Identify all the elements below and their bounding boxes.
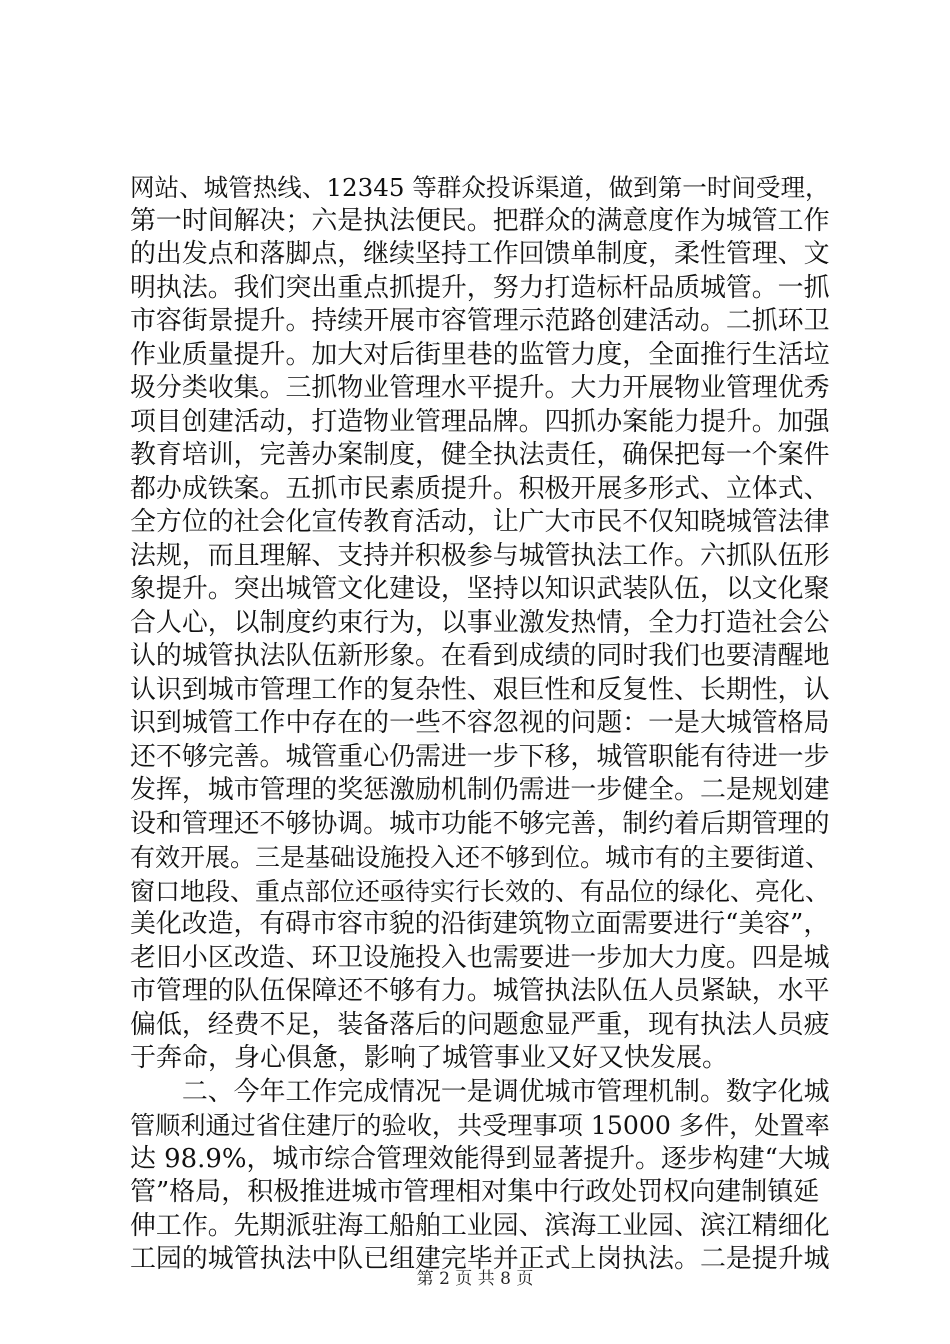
text-line: 教育培训，完善办案制度，健全执法责任，确保把每一个案件	[130, 440, 830, 470]
body-text	[130, 171, 830, 1277]
page-footer	[0, 1264, 950, 1289]
text-line: 还不够完善。城管重心仍需进一步下移，城管职能有待进一步	[130, 741, 830, 772]
text-line: 管顺利通过省住建厅的验收，共受理事项 15000 多件，处置率	[130, 1111, 830, 1140]
text-line: 认识到城市管理工作的复杂性、艰巨性和反复性、长期性，认	[130, 674, 830, 705]
text-line: 第一时间解决；六是执法便民。把群众的满意度作为城管工作	[130, 205, 830, 236]
text-line: 伸工作。先期派驻海工船舶工业园、滨海工业园、滨江精细化	[130, 1210, 830, 1241]
text-line: 有效开展。三是基础设施投入还不够到位。城市有的主要街道、	[130, 843, 831, 872]
text-line: 窗口地段、重点部位还亟待实行长效的、有品位的绿化、亮化、	[130, 876, 831, 906]
text-line: 象提升。突出城管文化建设，坚持以知识武装队伍，以文化聚	[130, 574, 830, 604]
text-line: 老旧小区改造、环卫设施投入也需要进一步加大力度。四是城	[130, 942, 830, 973]
text-line: 市管理的队伍保障还不够有力。城管执法队伍人员紧缺，水平	[130, 976, 830, 1006]
text-line: 作业质量提升。加大对后街里巷的监管力度，全面推行生活垃	[130, 339, 830, 370]
text-line: 管”格局，积极推进城市管理相对集中行政处罚权向建制镇延	[130, 1177, 820, 1207]
text-line: 明执法。我们突出重点抓提升，努力打造标杆品质城管。一抓	[130, 272, 830, 303]
text-line: 网站、城管热线、12345 等群众投诉渠道，做到第一时间受理，	[130, 173, 830, 202]
text-line: 偏低，经费不足，装备落后的问题愈显严重，现有执法人员疲	[130, 1009, 830, 1040]
text-line: 达 98.9%，城市综合管理效能得到显著提升。逐步构建“大城	[130, 1143, 830, 1174]
text-line: 市容街景提升。持续开展市容管理示范路创建活动。二抓环卫	[130, 306, 830, 336]
text-line: 认的城管执法队伍新形象。在看到成绩的同时我们也要清醒地	[130, 641, 830, 671]
text-line: 美化改造，有碍市容市貌的沿街建筑物立面需要进行“美容”，	[130, 909, 830, 939]
text-line: 于奔命，身心俱惫，影响了城管事业又好又快发展。	[130, 1043, 729, 1073]
text-line: 合人心，以制度约束行为，以事业激发热情，全力打造社会公	[130, 607, 830, 638]
text-line: 发挥，城市管理的奖惩激励机制仍需进一步健全。二是规划建	[130, 775, 830, 805]
text-line: 工园的城管执法中队已组建完毕并正式上岗执法。二是提升城	[130, 1244, 830, 1274]
text-line: 法规，而且理解、支持并积极参与城管执法工作。六抓队伍形	[130, 540, 830, 571]
text-line: 的出发点和落脚点，继续坚持工作回馈单制度，柔性管理、文	[130, 239, 830, 269]
text-line: 全方位的社会化宣传教育活动，让广大市民不仅知晓城管法律	[130, 507, 830, 537]
text-line: 都办成铁案。五抓市民素质提升。积极开展多形式、立体式、	[130, 473, 830, 504]
text-line: 项目创建活动，打造物业管理品牌。四抓办案能力提升。加强	[130, 406, 830, 437]
text-line: 二、今年工作完成情况一是调优城市管理机制。数字化城	[130, 1076, 830, 1107]
page-number: 第 2 页 共 8 页	[416, 1269, 534, 1289]
text-line: 圾分类收集。三抓物业管理水平提升。大力开展物业管理优秀	[130, 373, 830, 403]
text-line: 识到城管工作中存在的一些不容忽视的问题：一是大城管格局	[130, 708, 830, 738]
text-line: 设和管理还不够协调。城市功能不够完善，制约着后期管理的	[130, 808, 830, 839]
